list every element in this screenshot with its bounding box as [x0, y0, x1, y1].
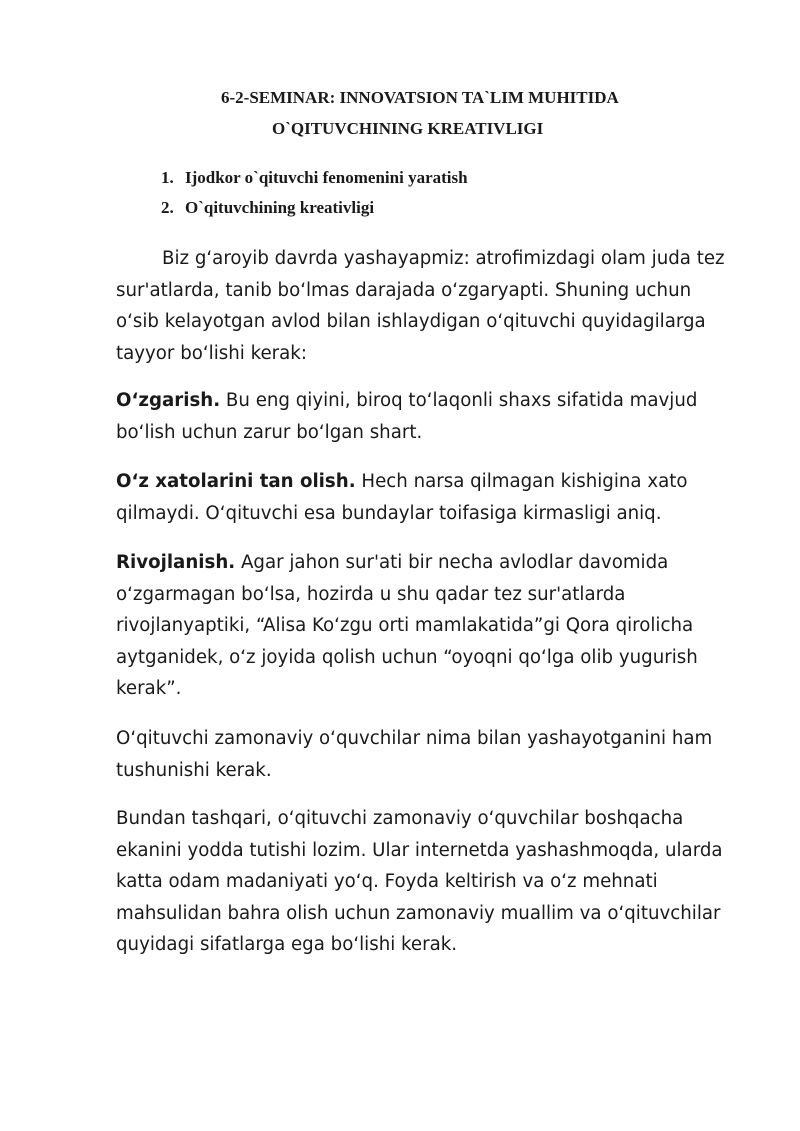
paragraph-text: O‘qituvchi zamonaviy o‘quvchilar nima bilan yashayotganini ham tushunishi kerak. [116, 728, 713, 781]
paragraph-text: Hech narsa qilmagan kishigina xato qilmaydi. O‘qituvchi esa bundaylar toifasiga kirmasligi aniq. [116, 471, 688, 524]
topic-item-2 [161, 196, 468, 226]
topic-number: 1. [161, 168, 174, 187]
paragraph-qualities [116, 803, 736, 961]
paragraph-development [116, 547, 736, 705]
paragraph-text: Biz g‘aroyib davrda yashayapmiz: atrofimizdagi olam juda tez sur'atlarda, tanib bo‘lmas darajada o‘zgaryapti. Shuning uchun o‘sib kelayotgan avlod bilan ishlaydigan o‘qituvchi quyidagilarga tayyor bo‘lishi kerak: [116, 248, 725, 364]
paragraph-change [116, 385, 736, 448]
topic-text: O`qituvchining kreativligi [185, 198, 375, 217]
paragraph-heading: O‘zgarish. [116, 390, 221, 411]
topic-item-1 [161, 166, 468, 196]
paragraph-heading: O‘z xatolarini tan olish. [116, 471, 356, 492]
topic-text: Ijodkor o`qituvchi fenomenini yaratish [185, 168, 468, 187]
document-title-line-2: O`QITUVCHINING KREATIVLIGI [272, 119, 544, 138]
paragraph-intro [116, 243, 736, 369]
paragraph-text: Bundan tashqari, o‘qituvchi zamonaviy o‘quvchilar boshqacha ekanini yodda tutishi lozim. Ular internetda yashashmoqda, ularda katta odam madaniyati yo‘q. Foyda keltirish va o‘z mehnati mahsulidan bahra olish uchun zamonaviy muallim va o‘qituvchilar quyidagi sifatlarga ega bo‘lishi kerak. [116, 808, 723, 955]
paragraph-text: Bu eng qiyini, biroq to‘laqonli shaxs sifatida mavjud bo‘lish uchun zarur bo‘lgan shart. [116, 390, 698, 443]
document-title-line-1: 6-2-SEMINAR: INNOVATSION TA`LIM MUHITIDA [221, 88, 619, 107]
paragraph-heading: Rivojlanish. [116, 552, 236, 573]
topics-list [161, 166, 468, 226]
paragraph-text: Agar jahon sur'ati bir necha avlodlar davomida o‘zgarmagan bo‘lsa, hozirda u shu qadar tez sur'atlarda rivojlanyaptiki, “Alisa Ko‘zgu orti mamlakatida”gi Qora qirolicha aytganidek, o‘z joyida qolish uchun “oyoqni qo‘lga olib yugurish kerak”. [116, 552, 698, 699]
paragraph-mistakes [116, 466, 736, 529]
paragraph-understanding [116, 723, 736, 786]
topic-number: 2. [161, 198, 174, 217]
